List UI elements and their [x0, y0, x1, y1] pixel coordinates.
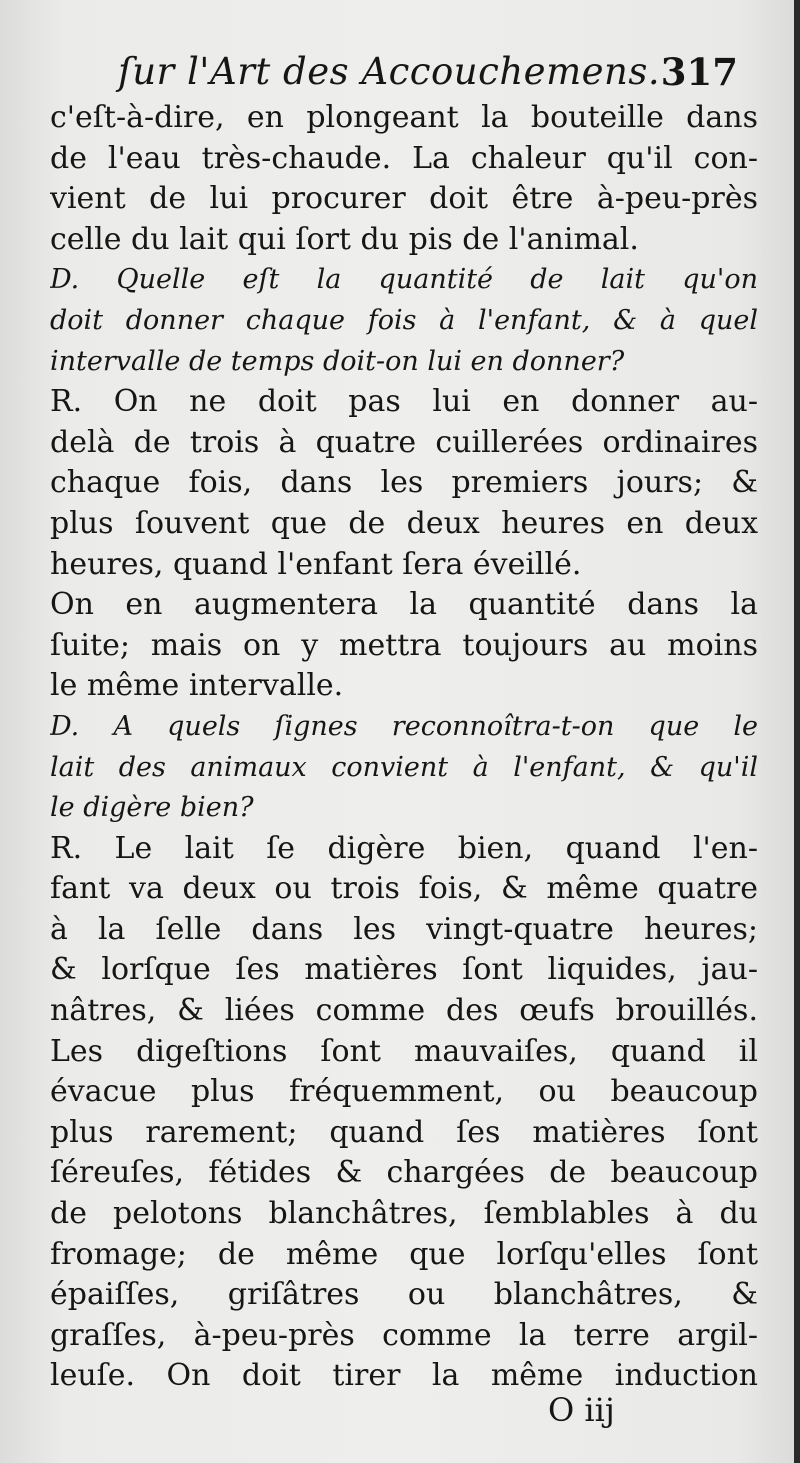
text-line: à la ſelle dans les vingt-quatre heures;	[50, 911, 758, 947]
page-header	[118, 44, 738, 100]
body-text	[50, 98, 758, 1397]
text-line: ſuite; mais on y mettra toujours au moins	[50, 627, 758, 663]
text-line: vient de lui procurer doit être à-peu-près	[50, 181, 758, 217]
text-line: graſſes, à-peu-près comme la terre argil-	[50, 1317, 758, 1353]
signature-mark: O iij	[548, 1391, 615, 1429]
text-line: ſéreuſes, fétides & chargées de beaucoup	[50, 1155, 758, 1191]
text-line: leuſe. On doit tirer la même induction	[50, 1358, 758, 1394]
text-line: & lorſque ſes matières ſont liquides, jau-	[50, 952, 758, 988]
text-line: heures, quand l'enfant ſera éveillé.	[50, 546, 582, 582]
text-line: de pelotons blanchâtres, ſemblables à du	[50, 1196, 758, 1232]
text-line: le digère bien?	[50, 792, 254, 824]
running-title: ſur l'Art des Accouchemens.	[118, 50, 661, 93]
text-line: R. Le lait ſe digère bien, quand l'en-	[50, 830, 758, 866]
text-line: chaque fois, dans les premiers jours; &	[50, 465, 758, 501]
text-line: celle du lait qui ſort du pis de l'animal.	[50, 221, 639, 257]
text-line: plus ſouvent que de deux heures en deux	[50, 505, 758, 541]
text-line: lait des animaux convient à l'enfant, & qu'il	[50, 751, 758, 783]
text-line: c'eſt-à-dire, en plongeant la bouteille dans	[50, 100, 758, 135]
text-line: delà de trois à quatre cuillerées ordinaires	[50, 424, 758, 460]
text-line: intervalle de temps doit-on lui en donner?	[50, 345, 625, 377]
text-line: fant va deux ou trois fois, & même quatre	[50, 871, 758, 907]
page-edge-shadow	[794, 0, 800, 1463]
text-line: évacue plus fréquemment, ou beaucoup	[50, 1074, 758, 1110]
text-line: de l'eau très-chaude. La chaleur qu'il con-	[50, 140, 758, 176]
text-line: le même intervalle.	[50, 668, 344, 704]
text-line: doit donner chaque fois à l'enfant, & à quel	[50, 304, 758, 336]
page-number: 317	[660, 50, 738, 94]
text-line: épaiſſes, griſâtres ou blanchâtres, &	[50, 1277, 758, 1313]
text-line: fromage; de même que lorſqu'elles ſont	[50, 1236, 758, 1272]
text-line: plus rarement; quand ſes matières ſont	[50, 1114, 758, 1150]
text-line: On en augmentera la quantité dans la	[50, 587, 758, 623]
text-line: D. Quelle eſt la quantité de lait qu'on	[50, 264, 758, 296]
text-line: D. A quels ſignes reconnoîtra-t-on que le	[50, 710, 758, 742]
text-line: nâtres, & liées comme des œufs brouillés.	[50, 993, 758, 1029]
text-line: Les digeſtions ſont mauvaiſes, quand il	[50, 1033, 758, 1069]
text-line: R. On ne doit pas lui en donner au-	[50, 384, 758, 420]
